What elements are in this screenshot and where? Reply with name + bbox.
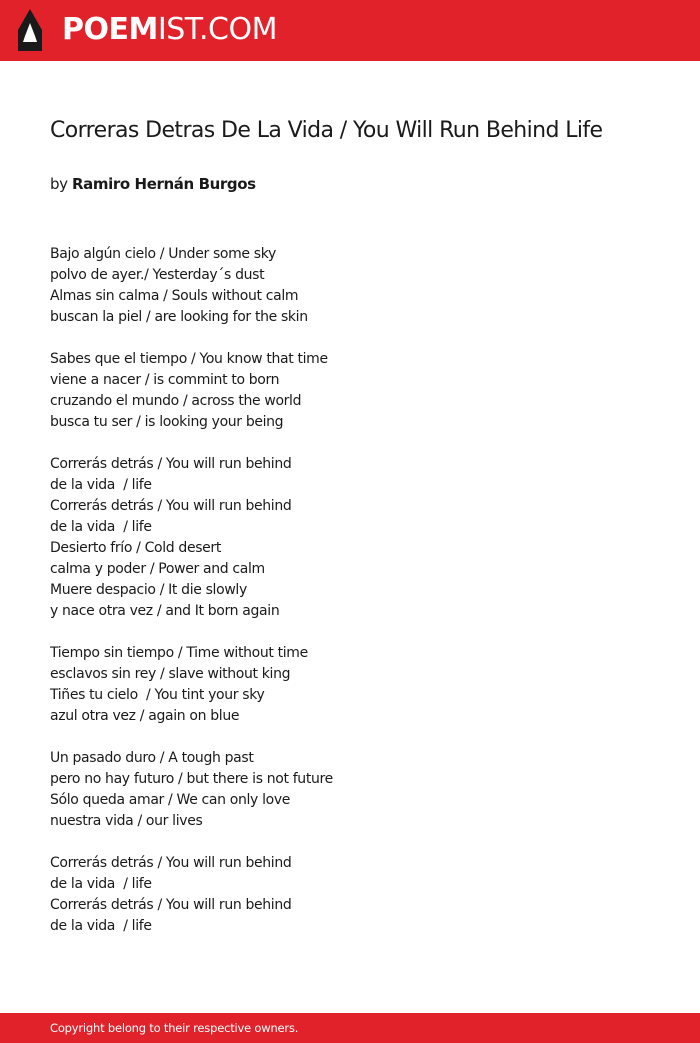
poem-line: cruzando el mundo / across the world (50, 393, 302, 409)
poem-line: Desierto frío / Cold desert (50, 540, 221, 556)
poem-line: Tiñes tu cielo / You tint your sky (50, 687, 265, 703)
poem-stanza (50, 748, 650, 832)
poem-line: buscan la piel / are looking for the skin (50, 309, 308, 325)
poem-line: busca tu ser / is looking your being (50, 414, 284, 430)
copyright-notice: Copyright belong to their respective owners. (50, 1021, 299, 1035)
poem-title: Correras Detras De La Vida / You Will Run Behind Life (50, 118, 603, 143)
poem-line: de la vida / life (50, 918, 152, 934)
by-label: by (50, 175, 68, 193)
byline (50, 174, 256, 194)
poem-line: Un pasado duro / A tough past (50, 750, 254, 766)
poem-line: Almas sin calma / Souls without calm (50, 288, 299, 304)
poem-line: Sólo queda amar / We can only love (50, 792, 291, 808)
author-name[interactable]: Ramiro Hernán Burgos (71, 175, 256, 193)
poem-line: de la vida / life (50, 876, 152, 892)
poem-line: Correrás detrás / You will run behind (50, 897, 292, 913)
poem-line: calma y poder / Power and calm (50, 561, 265, 577)
poem-stanza (50, 349, 650, 433)
site-footer (0, 1013, 700, 1043)
poem-line: de la vida / life (50, 477, 152, 493)
site-logo[interactable] (62, 12, 277, 48)
poem-line: Correrás detrás / You will run behind (50, 855, 292, 871)
poem-stanza (50, 643, 650, 727)
site-header (0, 0, 700, 61)
poem-stanza (50, 853, 650, 937)
pencil-tip-icon[interactable] (18, 9, 42, 51)
poem-line: Correrás detrás / You will run behind (50, 498, 292, 514)
poem-line: viene a nacer / is commint to born (50, 372, 280, 388)
poem-line: pero no hay futuro / but there is not future (50, 771, 333, 787)
poem-line: Muere despacio / It die slowly (50, 582, 247, 598)
poem-line: Correrás detrás / You will run behind (50, 456, 292, 472)
poem-line: Tiempo sin tiempo / Time without time (50, 645, 308, 661)
poem-line: de la vida / life (50, 519, 152, 535)
poem-line: esclavos sin rey / slave without king (50, 666, 291, 682)
poem-line: azul otra vez / again on blue (50, 708, 240, 724)
logo-text-bold: POEM (62, 12, 158, 47)
poem-line: nuestra vida / our lives (50, 813, 203, 829)
poem-line: Bajo algún cielo / Under some sky (50, 246, 276, 262)
logo-text-light: IST.COM (157, 12, 277, 47)
poem-stanza (50, 244, 650, 328)
poem-stanza (50, 454, 650, 622)
poem-line: polvo de ayer./ Yesterday´s dust (50, 267, 265, 283)
poem-body (50, 244, 650, 958)
poem-line: Sabes que el tiempo / You know that time (50, 351, 328, 367)
poem-line: y nace otra vez / and It born again (50, 603, 280, 619)
